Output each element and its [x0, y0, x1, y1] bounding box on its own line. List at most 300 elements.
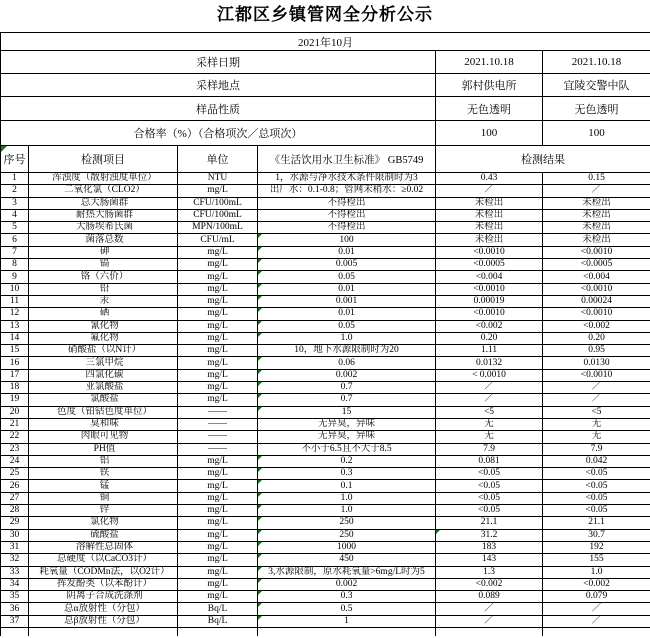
row-number: 6 [1, 234, 29, 246]
item-unit: mg/L [178, 591, 258, 603]
standard-limit: 0.05 [258, 320, 436, 332]
result-sample2: 无 [543, 418, 650, 430]
col-header-no: 序号 [1, 146, 29, 173]
table-row [1, 369, 650, 381]
result-sample1: 未检出 [436, 197, 543, 209]
table-row [1, 308, 650, 320]
row-number: 13 [1, 320, 29, 332]
item-name: 硝酸盐（以N计） [29, 345, 178, 357]
result-sample1: 0.00019 [436, 295, 543, 307]
item-unit: mg/L [178, 492, 258, 504]
table-row [1, 603, 650, 615]
item-name: 色度（铂钴色度单位） [29, 406, 178, 418]
table-row [1, 345, 650, 357]
item-unit: —— [178, 418, 258, 430]
excel-flag-icon [258, 579, 262, 583]
row-number: 27 [1, 492, 29, 504]
row-number: 2 [1, 185, 29, 197]
standard-limit: 1.0 [258, 505, 436, 517]
info-value-sample1: 无色透明 [436, 97, 543, 121]
excel-flag-icon [258, 308, 262, 312]
result-sample2: <0.0010 [543, 369, 650, 381]
standard-limit: 0.3 [258, 468, 436, 480]
excel-flag-icon [258, 296, 262, 300]
subtitle-row [1, 33, 650, 51]
table-row [1, 246, 650, 258]
info-body [1, 51, 650, 146]
item-unit: mg/L [178, 554, 258, 566]
info-label: 合格率（%）（合格项次／总项次） [1, 121, 436, 146]
result-sample1: 0.089 [436, 591, 543, 603]
item-name: 四氯化碳 [29, 369, 178, 381]
excel-flag-icon [258, 505, 262, 509]
standard-limit: 15 [258, 406, 436, 418]
table-row [1, 554, 650, 566]
row-number: 1 [1, 173, 29, 185]
info-value-sample1: 郭村供电所 [436, 74, 543, 97]
item-name: 溶解性总固体 [29, 541, 178, 553]
item-unit: mg/L [178, 369, 258, 381]
item-unit: NTU [178, 173, 258, 185]
result-sample1: 21.1 [436, 517, 543, 529]
table-row [1, 332, 650, 344]
item-unit: mg/L [178, 505, 258, 517]
row-number: 14 [1, 332, 29, 344]
excel-flag-icon [258, 493, 262, 497]
excel-flag-icon [258, 321, 262, 325]
item-name: 硫酸盐 [29, 529, 178, 541]
table-row [1, 541, 650, 553]
result-sample2: 0.00024 [543, 295, 650, 307]
standard-limit: 250 [258, 529, 436, 541]
excel-flag-icon [258, 517, 262, 521]
excel-flag-icon [258, 480, 262, 484]
result-sample1: ／ [436, 185, 543, 197]
item-unit: mg/L [178, 394, 258, 406]
excel-flag-icon [258, 284, 262, 288]
row-number: 17 [1, 369, 29, 381]
row-number: 8 [1, 259, 29, 271]
result-sample2: <0.05 [543, 505, 650, 517]
col-header-result: 检测结果 [436, 146, 650, 173]
info-value-sample1: 100 [436, 121, 543, 146]
result-sample2: ／ [543, 615, 650, 627]
result-sample2: <0.0010 [543, 283, 650, 295]
standard-limit: 0.01 [258, 246, 436, 258]
table-row [1, 173, 650, 185]
excel-flag-icon [258, 616, 262, 620]
item-unit: Bq/L [178, 603, 258, 615]
standard-limit: 出厂水：0.1-0.8；管网末稍水：≥0.02 [258, 185, 436, 197]
item-unit: mg/L [178, 271, 258, 283]
item-name: 硒 [29, 308, 178, 320]
item-name: 耗氧量（CODMn法，以O2计） [29, 566, 178, 578]
excel-flag-icon [258, 554, 262, 558]
result-sample2: 1.0 [543, 566, 650, 578]
table-row [1, 505, 650, 517]
result-sample2: 0.15 [543, 173, 650, 185]
result-sample1: ／ [436, 394, 543, 406]
analysis-table [0, 32, 650, 636]
excel-flag-icon [258, 603, 262, 607]
row-number: 12 [1, 308, 29, 320]
table-row [1, 209, 650, 221]
item-unit: mg/L [178, 295, 258, 307]
standard-limit: 0.1 [258, 480, 436, 492]
result-sample2: 0.042 [543, 455, 650, 467]
row-number: 4 [1, 209, 29, 221]
info-row [1, 74, 650, 97]
row-number: 23 [1, 443, 29, 455]
standard-limit: 无异臭，异味 [258, 418, 436, 430]
standard-limit: 1 [258, 615, 436, 627]
item-name: PH值 [29, 443, 178, 455]
result-sample2: 无 [543, 431, 650, 443]
result-sample2: <0.05 [543, 468, 650, 480]
item-name: 臭和味 [29, 418, 178, 430]
result-sample2: 7.9 [543, 443, 650, 455]
item-name: 铬（六价） [29, 271, 178, 283]
result-sample1: 0.43 [436, 173, 543, 185]
row-number: 5 [1, 222, 29, 234]
info-value-sample2: 无色透明 [543, 97, 650, 121]
item-name: 锌 [29, 505, 178, 517]
table-row [1, 271, 650, 283]
item-unit: —— [178, 406, 258, 418]
info-value-sample1: 2021.10.18 [436, 51, 543, 74]
item-name: 总α放射性（分包） [29, 603, 178, 615]
table-row [1, 382, 650, 394]
result-sample1: 未检出 [436, 234, 543, 246]
info-label: 采样地点 [1, 74, 436, 97]
row-number: 22 [1, 431, 29, 443]
item-unit: mg/L [178, 283, 258, 295]
excel-flag-icon [258, 357, 262, 361]
item-unit: mg/L [178, 455, 258, 467]
item-name: 氯酸盐 [29, 394, 178, 406]
item-name: 氟化物 [29, 332, 178, 344]
row-number: 36 [1, 603, 29, 615]
result-sample1: 143 [436, 554, 543, 566]
item-name: 氰化物 [29, 320, 178, 332]
excel-flag-icon [258, 382, 262, 386]
result-sample2: <0.0010 [543, 246, 650, 258]
standard-limit: 0.01 [258, 283, 436, 295]
excel-flag-icon [258, 271, 262, 275]
result-sample2: 未检出 [543, 197, 650, 209]
table-row [1, 394, 650, 406]
standard-limit: 0.05 [258, 271, 436, 283]
standard-limit: 10，地下水源限制时为20 [258, 345, 436, 357]
item-unit: MPN/100mL [178, 222, 258, 234]
standard-limit: 1.0 [258, 492, 436, 504]
item-name: 铜 [29, 492, 178, 504]
row-number: 35 [1, 591, 29, 603]
standard-limit: 3,水源限制，原水耗氧量>6mg/L时为5 [258, 566, 436, 578]
table-row [1, 566, 650, 578]
standard-limit: 0.06 [258, 357, 436, 369]
result-sample2: 30.7 [543, 529, 650, 541]
empty-cell [29, 627, 178, 636]
table-row [1, 222, 650, 234]
item-unit: mg/L [178, 345, 258, 357]
row-number: 18 [1, 382, 29, 394]
row-number: 29 [1, 517, 29, 529]
item-name: 肉眼可见物 [29, 431, 178, 443]
standard-limit: 0.002 [258, 369, 436, 381]
result-sample1: < 0.0010 [436, 369, 543, 381]
result-sample2: 21.1 [543, 517, 650, 529]
standard-limit: 0.01 [258, 308, 436, 320]
row-number: 31 [1, 541, 29, 553]
item-unit: CFU/mL [178, 234, 258, 246]
result-sample2: ／ [543, 185, 650, 197]
result-sample1: <0.002 [436, 578, 543, 590]
item-name: 浑浊度（散射浊度单位） [29, 173, 178, 185]
partial-empty-row [1, 627, 650, 636]
table-row [1, 591, 650, 603]
excel-flag-icon [258, 468, 262, 472]
result-sample1: 未检出 [436, 222, 543, 234]
result-sample1: <0.05 [436, 480, 543, 492]
item-unit: mg/L [178, 320, 258, 332]
table-row [1, 406, 650, 418]
row-number: 11 [1, 295, 29, 307]
row-number: 24 [1, 455, 29, 467]
info-row [1, 97, 650, 121]
info-row [1, 51, 650, 74]
excel-flag-icon [258, 542, 262, 546]
empty-cell [436, 627, 543, 636]
empty-cell [258, 627, 436, 636]
table-row [1, 443, 650, 455]
col-header-unit: 单位 [178, 146, 258, 173]
item-unit: mg/L [178, 566, 258, 578]
col-header-standard: 《生活饮用水卫生标准》 GB5749 [258, 146, 436, 173]
excel-flag-icon [258, 259, 262, 263]
empty-cell [178, 627, 258, 636]
result-sample2: ／ [543, 394, 650, 406]
result-sample2: 192 [543, 541, 650, 553]
result-sample1: <0.002 [436, 320, 543, 332]
item-name: 镉 [29, 259, 178, 271]
row-number: 34 [1, 578, 29, 590]
table-row [1, 529, 650, 541]
result-sample1: <0.0010 [436, 308, 543, 320]
result-sample1: <0.0010 [436, 283, 543, 295]
row-number: 37 [1, 615, 29, 627]
table-row [1, 492, 650, 504]
table-row [1, 320, 650, 332]
table-row [1, 431, 650, 443]
excel-flag-icon [258, 394, 262, 398]
standard-limit: 不小于6.5且不大于8.5 [258, 443, 436, 455]
table-row [1, 615, 650, 627]
result-sample1: <5 [436, 406, 543, 418]
item-name: 锰 [29, 480, 178, 492]
row-number: 15 [1, 345, 29, 357]
result-sample2: 0.20 [543, 332, 650, 344]
item-name: 亚氯酸盐 [29, 382, 178, 394]
standard-limit: 0.7 [258, 394, 436, 406]
standard-limit: 1.0 [258, 332, 436, 344]
table-row [1, 259, 650, 271]
item-name: 二氧化氯（CLO2） [29, 185, 178, 197]
result-sample1: 无 [436, 418, 543, 430]
item-unit: CFU/100mL [178, 209, 258, 221]
info-value-sample2: 宜陵交警中队 [543, 74, 650, 97]
item-name: 总大肠菌群 [29, 197, 178, 209]
item-name: 汞 [29, 295, 178, 307]
item-unit: mg/L [178, 357, 258, 369]
result-sample2: <0.0005 [543, 259, 650, 271]
result-sample2: <0.002 [543, 578, 650, 590]
result-sample2: 0.079 [543, 591, 650, 603]
excel-flag-icon [258, 370, 262, 374]
table-row [1, 578, 650, 590]
result-sample2: 0.95 [543, 345, 650, 357]
row-number: 33 [1, 566, 29, 578]
item-unit: mg/L [178, 480, 258, 492]
excel-flag-icon [258, 407, 262, 411]
excel-flag-icon [258, 333, 262, 337]
item-name: 铁 [29, 468, 178, 480]
item-name: 菌落总数 [29, 234, 178, 246]
standard-limit: 100 [258, 234, 436, 246]
table-row [1, 418, 650, 430]
result-sample1: 1.3 [436, 566, 543, 578]
result-sample1: <0.05 [436, 468, 543, 480]
item-unit: —— [178, 431, 258, 443]
result-sample1: 0.20 [436, 332, 543, 344]
row-number: 21 [1, 418, 29, 430]
result-sample1: 31.2 [436, 529, 543, 541]
item-unit: mg/L [178, 529, 258, 541]
result-sample1: 0.081 [436, 455, 543, 467]
standard-limit: 不得检出 [258, 209, 436, 221]
result-sample1: 183 [436, 541, 543, 553]
item-name: 大肠埃希氏菌 [29, 222, 178, 234]
item-name: 挥发酚类（以苯酚计） [29, 578, 178, 590]
page-title: 江都区乡镇管网全分析公示 [217, 5, 433, 24]
item-name: 铝 [29, 455, 178, 467]
row-number: 9 [1, 271, 29, 283]
item-name: 总β放射性（分包） [29, 615, 178, 627]
row-number: 30 [1, 529, 29, 541]
result-sample2: <0.004 [543, 271, 650, 283]
standard-limit: 不得检出 [258, 222, 436, 234]
subtitle: 2021年10月 [1, 33, 650, 51]
item-unit: mg/L [178, 246, 258, 258]
excel-flag-icon [258, 247, 262, 251]
row-number: 25 [1, 468, 29, 480]
table-row [1, 295, 650, 307]
item-unit: CFU/100mL [178, 197, 258, 209]
result-sample1: 无 [436, 431, 543, 443]
result-sample1: <0.0005 [436, 259, 543, 271]
result-sample1: <0.05 [436, 492, 543, 504]
item-name: 耐热大肠菌群 [29, 209, 178, 221]
excel-flag-icon [258, 234, 262, 238]
info-label: 采样日期 [1, 51, 436, 74]
result-sample1: <0.004 [436, 271, 543, 283]
item-unit: mg/L [178, 382, 258, 394]
result-sample2: <0.05 [543, 480, 650, 492]
item-name: 砷 [29, 246, 178, 258]
standard-limit: 250 [258, 517, 436, 529]
table-row [1, 234, 650, 246]
table-row [1, 185, 650, 197]
table-row [1, 468, 650, 480]
row-number: 20 [1, 406, 29, 418]
item-name: 铅 [29, 283, 178, 295]
excel-flag-icon [1, 146, 7, 152]
item-name: 氯化物 [29, 517, 178, 529]
item-unit: mg/L [178, 332, 258, 344]
table-row [1, 197, 650, 209]
result-sample2: ／ [543, 603, 650, 615]
excel-flag-icon [258, 530, 262, 534]
result-sample1: 未检出 [436, 209, 543, 221]
row-number: 19 [1, 394, 29, 406]
standard-limit: 1，水源与净水技术条件限制时为3 [258, 173, 436, 185]
info-label: 样品性质 [1, 97, 436, 121]
table-row [1, 480, 650, 492]
table-row [1, 357, 650, 369]
empty-cell [1, 627, 29, 636]
result-sample2: 未检出 [543, 234, 650, 246]
row-number: 7 [1, 246, 29, 258]
excel-flag-icon [258, 567, 262, 571]
standard-limit: 1000 [258, 541, 436, 553]
results-body [1, 173, 650, 628]
standard-limit: 0.005 [258, 259, 436, 271]
standard-limit: 0.001 [258, 295, 436, 307]
item-unit: mg/L [178, 578, 258, 590]
result-sample1: <0.05 [436, 505, 543, 517]
result-sample1: <0.0010 [436, 246, 543, 258]
row-number: 26 [1, 480, 29, 492]
table-header-row [1, 146, 650, 173]
standard-limit: 0.3 [258, 591, 436, 603]
result-sample2: 155 [543, 554, 650, 566]
excel-flag-icon [436, 530, 440, 534]
result-sample2: <0.0010 [543, 308, 650, 320]
result-sample2: 未检出 [543, 222, 650, 234]
info-value-sample2: 2021.10.18 [543, 51, 650, 74]
excel-flag-icon [258, 456, 262, 460]
item-unit: mg/L [178, 468, 258, 480]
row-number: 28 [1, 505, 29, 517]
result-sample1: ／ [436, 382, 543, 394]
item-unit: Bq/L [178, 615, 258, 627]
standard-limit: 无异臭，异味 [258, 431, 436, 443]
result-sample1: ／ [436, 603, 543, 615]
result-sample2: 0.0130 [543, 357, 650, 369]
result-sample2: <0.05 [543, 492, 650, 504]
item-name: 阴离子合成洗涤剂 [29, 591, 178, 603]
item-unit: mg/L [178, 541, 258, 553]
info-row [1, 121, 650, 146]
item-name: 三氯甲烷 [29, 357, 178, 369]
item-name: 总硬度（以CaCO3计） [29, 554, 178, 566]
standard-limit: 0.5 [258, 603, 436, 615]
row-number: 32 [1, 554, 29, 566]
item-unit: mg/L [178, 308, 258, 320]
standard-limit: 0.002 [258, 578, 436, 590]
row-number: 3 [1, 197, 29, 209]
result-sample2: <5 [543, 406, 650, 418]
